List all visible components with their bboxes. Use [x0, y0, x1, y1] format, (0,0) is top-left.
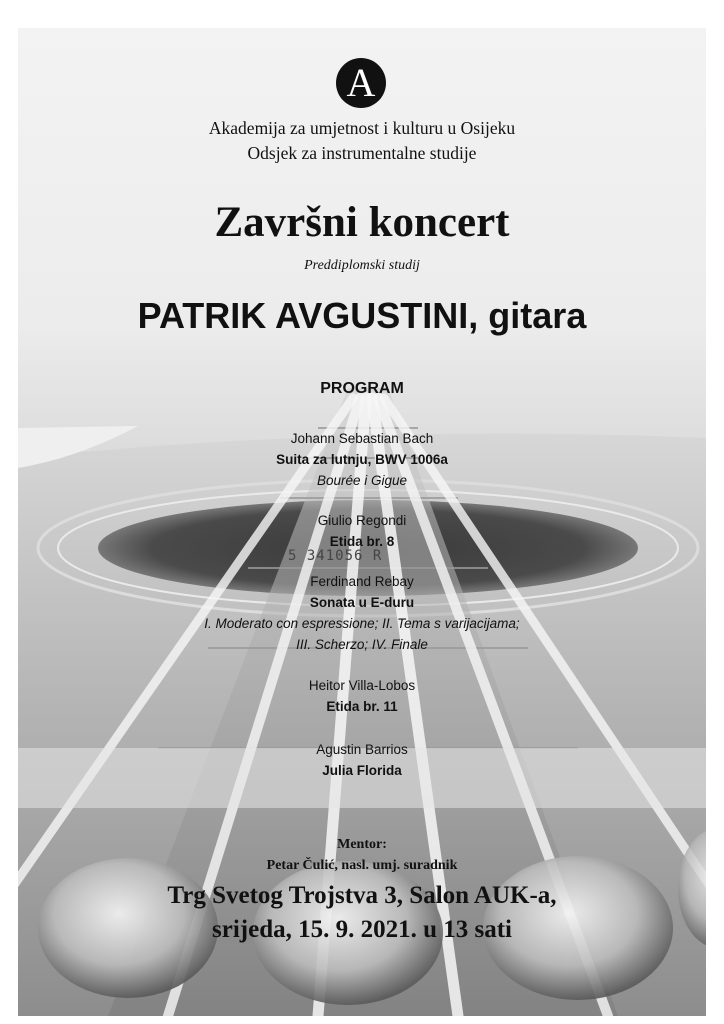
work-title: Julia Florida — [322, 763, 402, 778]
program-item — [18, 428, 706, 491]
logo-letter: A — [346, 60, 376, 105]
concert-title: Završni koncert — [214, 199, 510, 246]
program-item — [18, 675, 706, 717]
movements: I. Moderato con espressione; II. Tema s varijacijama; — [204, 616, 520, 631]
poster — [18, 28, 706, 1016]
academy-logo-icon — [336, 58, 386, 108]
program-heading: PROGRAM — [320, 380, 404, 397]
work-title: Suita za lutnju, BWV 1006a — [276, 452, 448, 467]
movements: III. Scherzo; IV. Finale — [296, 637, 428, 652]
mentor-name: Petar Čulić, nasl. umj. suradnik — [266, 858, 458, 873]
composer: Johann Sebastian Bach — [290, 431, 434, 446]
program-item — [18, 571, 706, 655]
composer: Agustin Barrios — [316, 742, 408, 757]
composer: Giulio Regondi — [317, 513, 407, 528]
photo-serial: 5 341056 R — [288, 548, 383, 564]
performer-name: PATRIK AVGUSTINI, gitara — [137, 295, 587, 336]
venue-location: Trg Svetog Trojstva 3, Salon AUK-a, — [167, 882, 557, 909]
program-item — [18, 739, 706, 781]
work-title: Etida br. 11 — [326, 699, 398, 714]
department-name: Odsjek za instrumentalne studije — [247, 143, 477, 163]
mentor-label: Mentor: — [337, 837, 387, 852]
institution-name: Akademija za umjetnost i kulturu u Osijeku — [208, 118, 516, 138]
work-title: Etida br. 8 — [329, 534, 395, 549]
work-title: Sonata u E-duru — [309, 595, 415, 610]
concert-datetime: srijeda, 15. 9. 2021. u 13 sati — [212, 916, 512, 943]
concert-subtitle: Preddiplomski studij — [304, 258, 420, 273]
movements: Bourée i Gigue — [316, 473, 408, 488]
program-item — [18, 510, 706, 552]
composer: Heitor Villa-Lobos — [308, 678, 416, 693]
composer: Ferdinand Rebay — [310, 574, 414, 589]
